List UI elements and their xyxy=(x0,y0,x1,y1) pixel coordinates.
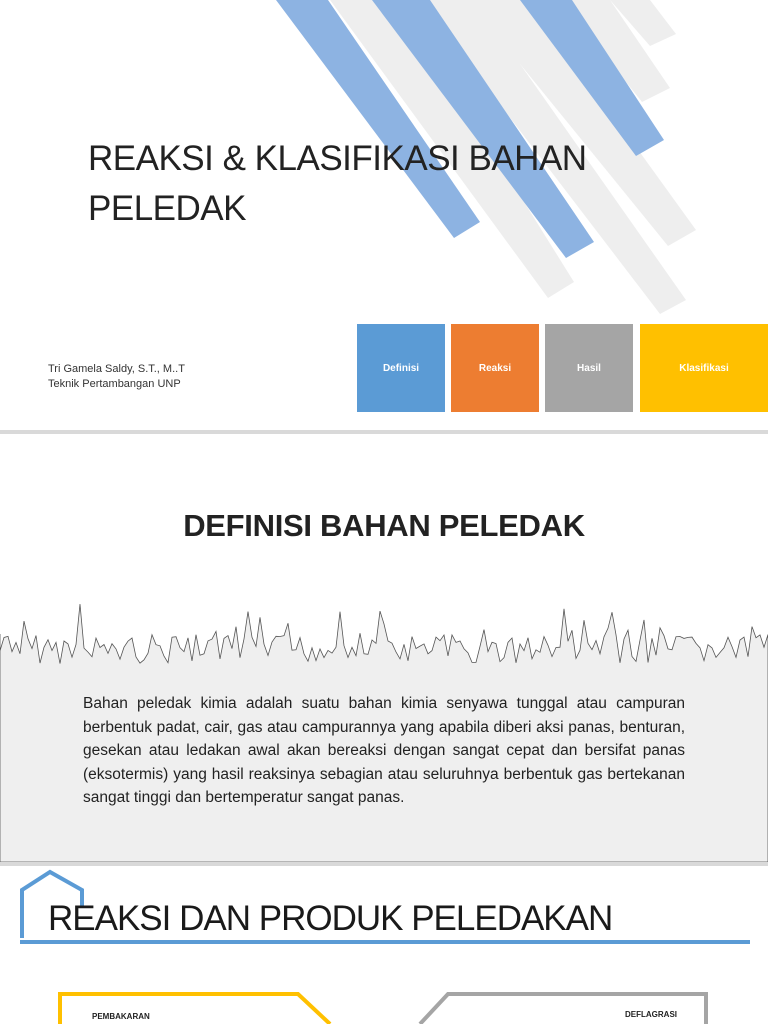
nav-reaksi-label: Reaksi xyxy=(478,362,512,374)
author-affiliation: Teknik Pertambangan UNP xyxy=(48,378,181,390)
nav-definisi-label: Definisi xyxy=(382,362,420,374)
definition-body: Bahan peledak kimia adalah suatu bahan kimia senyawa tunggal atau campuran berbentuk padat, cair, gas atau campurannya yang apabila diberi aksi panas, benturan, gesekan atau ledakan awal akan bereaksi dengan sangat cepat dan bersifat panas (eksotermis) yang hasil reaksinya sebagian atau seluruhnya berbentuk gas bertekanan sangat tinggi dan bertemperatur sangat panas. xyxy=(83,695,685,806)
definition-title: DEFINISI BAHAN PELEDAK xyxy=(183,508,585,543)
deflagrasi-box-border xyxy=(420,994,706,1024)
nav-klasifikasi-button[interactable] xyxy=(640,324,768,412)
author-name: Tri Gamela Saldy, S.T., M..T xyxy=(48,363,185,375)
nav-reaksi-button[interactable] xyxy=(451,324,539,412)
nav-definisi-button[interactable] xyxy=(357,324,445,412)
title-line-1: REAKSI & KLASIFIKASI BAHAN xyxy=(88,139,587,178)
presentation-title xyxy=(88,134,648,234)
reaction-slide-graphics xyxy=(0,866,768,1024)
nav-klasifikasi-label: Klasifikasi xyxy=(679,362,729,374)
definition-slide xyxy=(0,434,768,862)
nav-hasil-label: Hasil xyxy=(577,362,601,374)
author-block xyxy=(48,362,185,392)
title-line-2: PELEDAK xyxy=(88,189,246,228)
reaction-title: REAKSI DAN PRODUK PELEDAKAN xyxy=(48,899,613,938)
pembakaran-label: PEMBAKARAN xyxy=(92,1012,150,1021)
deflagrasi-label: DEFLAGRASI xyxy=(625,1010,677,1019)
title-slide xyxy=(0,0,768,430)
reaction-slide xyxy=(0,866,768,1024)
nav-hasil-button[interactable] xyxy=(545,324,633,412)
